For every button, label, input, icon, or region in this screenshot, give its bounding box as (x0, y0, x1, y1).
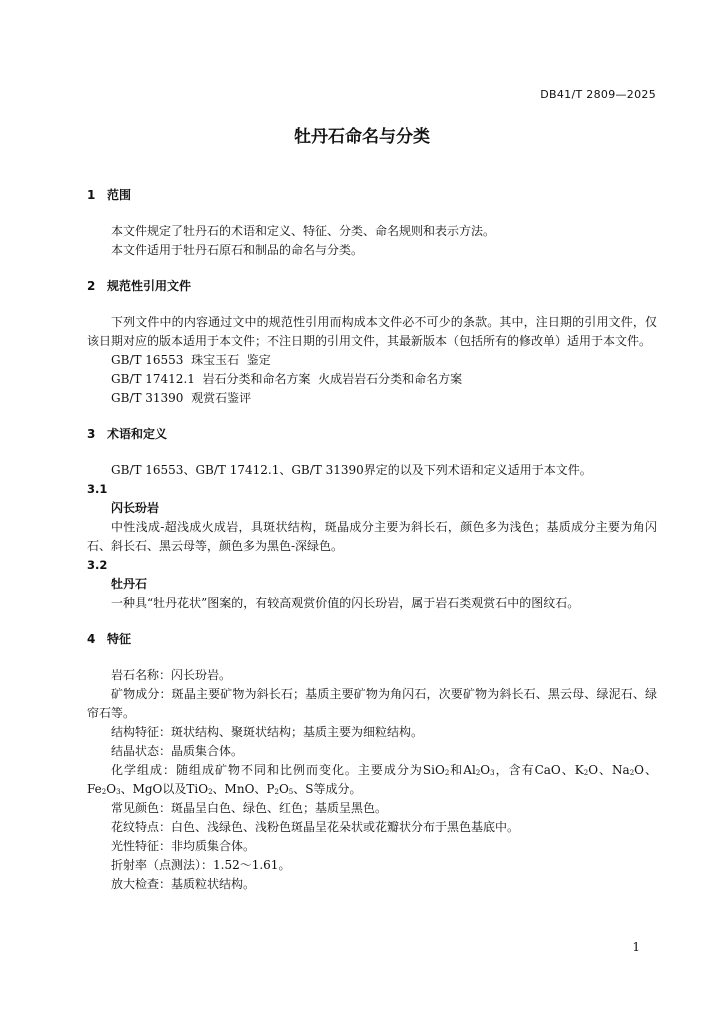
characteristic-item: 结晶状态：晶质集合体。 (111, 744, 244, 758)
section-number: 2 (87, 279, 96, 293)
page-number: 1 (632, 940, 640, 954)
characteristic-item: 岩石名称：闪长玢岩。 (111, 668, 232, 682)
section-heading-scope (87, 186, 657, 205)
document-code: DB41/T 2809—2025 (540, 88, 656, 101)
term-number: 3.1 (87, 482, 108, 496)
section-heading-terms (87, 425, 657, 444)
characteristic-item: 光性特征：非均质集合体。 (111, 839, 256, 853)
reference-item: GB/T 16553 珠宝玉石 鉴定 (111, 353, 271, 367)
term-name: 牡丹石 (111, 577, 148, 591)
section-number: 4 (87, 632, 96, 646)
paragraph: 本文件适用于牡丹石原石和制品的命名与分类。 (111, 243, 364, 257)
section-heading-normative-references (87, 277, 657, 296)
characteristic-item: 结构特征：斑状结构、聚斑状结构；基质主要为细粒结构。 (111, 725, 424, 739)
characteristic-item: 折射率（点测法）：1.52～1.61。 (111, 858, 291, 872)
term-definition: 中性浅成-超浅成火成岩，具斑状结构，斑晶成分主要为斜长石，颜色多为浅色；基质成分主要为角闪石、斜长石、黑云母等，颜色多为黑色-深绿色。 (87, 520, 657, 553)
reference-item: GB/T 31390 观赏石鉴评 (111, 391, 252, 405)
section-title: 术语和定义 (107, 427, 168, 441)
characteristic-item: 常见颜色：斑晶呈白色、绿色、红色；基质呈黑色。 (111, 801, 388, 815)
section-title: 规范性引用文件 (107, 279, 192, 293)
section-number: 3 (87, 427, 96, 441)
characteristic-item: 矿物成分：斑晶主要矿物为斜长石；基质主要矿物为角闪石，次要矿物为斜长石、黑云母、绿泥石、绿帘石等。 (87, 687, 657, 720)
document-title: 牡丹石命名与分类 (294, 127, 430, 147)
reference-item: GB/T 17412.1 岩石分类和命名方案 火成岩岩石分类和命名方案 (111, 372, 463, 386)
paragraph: GB/T 16553、GB/T 17412.1、GB/T 31390界定的以及下列术语和定义适用于本文件。 (111, 463, 592, 477)
document-body (87, 186, 657, 894)
paragraph: 下列文件中的内容通过文中的规范性引用而构成本文件必不可少的条款。其中，注日期的引用文件，仅该日期对应的版本适用于本文件；不注日期的引用文件，其最新版本（包括所有的修改单）适用于本文件。 (87, 315, 657, 348)
section-title: 特征 (107, 632, 132, 646)
characteristic-item: 花纹特点：白色、浅绿色、浅粉色斑晶呈花朵状或花瓣状分布于黑色基底中。 (111, 820, 520, 834)
section-heading-characteristics (87, 630, 657, 649)
term-number: 3.2 (87, 558, 108, 572)
section-number: 1 (87, 188, 96, 202)
characteristic-item: 放大检查：基质粒状结构。 (111, 877, 256, 891)
section-title: 范围 (107, 188, 132, 202)
paragraph: 本文件规定了牡丹石的术语和定义、特征、分类、命名规则和表示方法。 (111, 224, 496, 238)
characteristic-item-chemistry: 化学组成：随组成矿物不同和比例而变化。主要成分为SiO$_2$和$Al_2O_3$，含有CaO、$K_2O$、$Na_2O$、$Fe_2O_3$、MgO以及TiO$_2$、MnO、$P_2O_5$、S等成分。 (87, 763, 657, 796)
term-definition: 一种具“牡丹花状”图案的，有较高观赏价值的闪长玢岩，属于岩石类观赏石中的图纹石。 (111, 596, 580, 610)
term-name: 闪长玢岩 (111, 501, 160, 515)
